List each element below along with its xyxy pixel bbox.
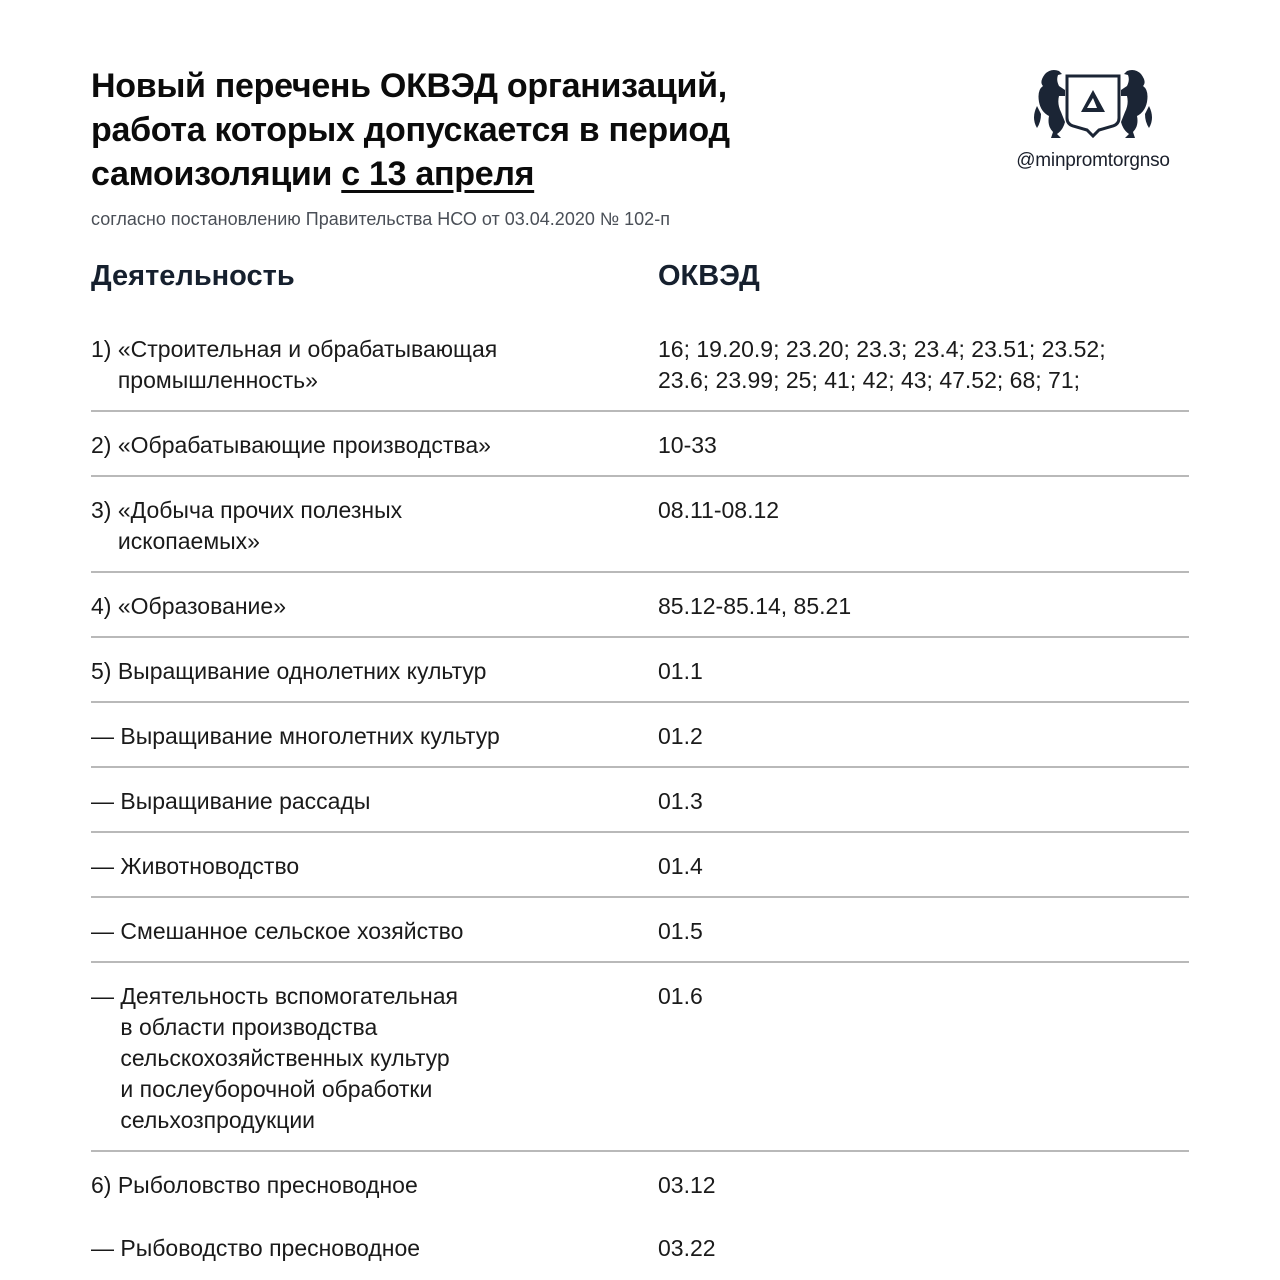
okved-codes: 03.12 [658,1172,716,1198]
coat-of-arms-icon [1031,66,1155,144]
activity-cell [91,721,658,752]
activity-cell [91,334,658,396]
table-row [91,963,1189,1152]
table-row [91,1152,1189,1215]
activity-text: «Добыча прочих полезных ископаемых» [117,497,403,554]
okved-codes: 01.5 [658,918,703,944]
table-row [91,833,1189,898]
brand [998,66,1188,172]
activity-cell [91,591,658,622]
header [91,64,851,230]
title-date-underlined: с 13 апреля [341,155,535,193]
table-row [91,316,1189,412]
activity-cell [91,1233,658,1264]
activity-text: Рыболовство пресноводное [117,1172,418,1198]
okved-codes: 85.12-85.14, 85.21 [658,593,852,619]
item-prefix: — [91,918,121,944]
activity-cell [91,1170,658,1201]
item-prefix: — [91,788,121,814]
activity-text: «Образование» [117,593,286,619]
table-row [91,1215,1189,1278]
table-row [91,703,1189,768]
activity-text: Выращивание рассады [120,788,371,814]
item-prefix: — [91,723,121,749]
table-row [91,573,1189,638]
table-body [91,316,1189,1278]
table-header [91,258,1189,316]
table-row [91,412,1189,477]
activity-text: Смешанное сельское хозяйство [120,918,464,944]
activity-cell [91,981,658,1136]
item-prefix: — [91,1235,121,1261]
activity-text: Животноводство [120,853,300,879]
item-prefix: 6) [91,1172,118,1198]
okved-codes: 03.22 [658,1235,716,1261]
item-prefix: 5) [91,658,118,684]
activity-cell [91,656,658,687]
item-prefix: 3) [91,497,118,523]
header-okved: ОКВЭД [658,260,760,292]
title-line-2: работа которых допускается в период [91,111,730,149]
okved-codes: 01.4 [658,853,703,879]
activity-text: Выращивание однолетних культур [117,658,487,684]
title-line-1: Новый перечень ОКВЭД организаций, [91,67,727,105]
item-prefix: 4) [91,593,118,619]
okved-codes: 08.11-08.12 [658,497,780,523]
title-line-3: самоизоляции [91,155,342,193]
item-prefix: — [91,853,121,879]
activity-cell [91,495,658,557]
brand-handle: @minpromtorgnso [1016,150,1170,171]
table-row [91,898,1189,963]
activity-cell [91,851,658,882]
activity-cell [91,916,658,947]
activity-cell [91,430,658,461]
table-row [91,768,1189,833]
okved-codes: 01.2 [658,723,703,749]
table-row [91,638,1189,703]
okved-codes: 01.1 [658,658,703,684]
item-prefix: — [91,983,121,1009]
okved-codes: 01.3 [658,788,703,814]
activity-text: «Обрабатывающие производства» [117,432,491,458]
subtitle: согласно постановлению Правительства НСО от 03.04.2020 № 102-п [91,209,670,229]
page-title [91,64,851,196]
activity-text: Деятельность вспомогательная в области производства сельскохозяйственных культур и послеуборочной обработки сельхозпродукции [120,983,458,1133]
activity-text: «Строительная и обрабатывающая промышленность» [117,336,498,393]
okved-codes: 10-33 [658,432,717,458]
table-row [91,477,1189,573]
okved-codes: 16; 19.20.9; 23.20; 23.3; 23.4; 23.51; 23.52; 23.6; 23.99; 25; 41; 42; 43; 47.52; 68; 71; [658,336,1106,393]
item-prefix: 2) [91,432,118,458]
activity-text: Рыбоводство пресноводное [120,1235,421,1261]
item-prefix: 1) [91,336,118,362]
okved-table [91,258,1189,1278]
okved-codes: 01.6 [658,983,703,1009]
activity-cell [91,786,658,817]
activity-text: Выращивание многолетних культур [120,723,500,749]
header-activity: Деятельность [91,260,295,292]
